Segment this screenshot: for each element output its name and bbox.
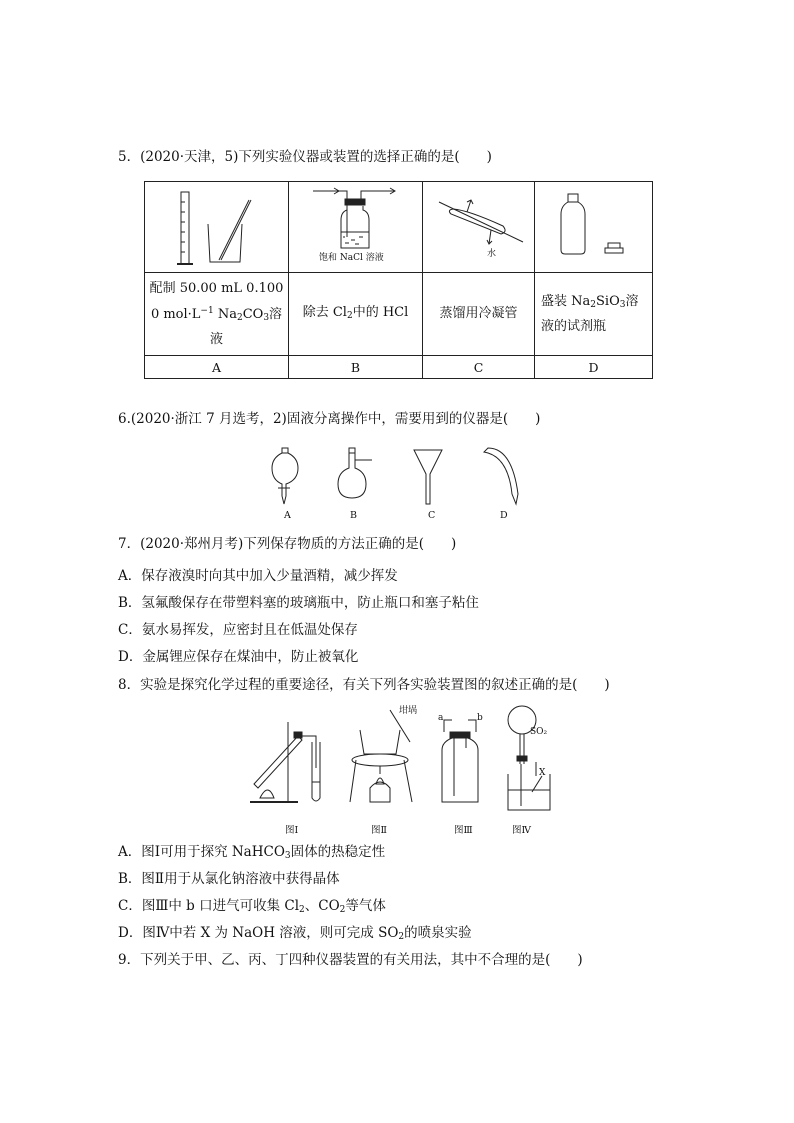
- q8-option-c: C．图Ⅲ中 b 口进气可收集 $Cl_2$、$CO_2$等气体: [118, 898, 386, 915]
- q5-cell-b: 除去 $Cl_2$中的 HCl: [289, 273, 423, 356]
- reagent-bottle-figure: [535, 182, 652, 272]
- separatory-funnel-stopper: [282, 448, 288, 453]
- q6-label-a: A: [284, 510, 291, 521]
- q6-stem: 6.(2020·浙江 7 月选考，2)固液分离操作中，需要用到的仪器是( ): [118, 411, 541, 427]
- q8-bottle-b-label: b: [477, 713, 483, 723]
- q5-fig-d: [535, 182, 653, 273]
- q8-x-label: X: [539, 768, 546, 778]
- cylinder-beaker-figure: [145, 182, 288, 272]
- q6-instruments-figure: [262, 446, 532, 508]
- q8-bottle-a-label: a: [438, 713, 444, 723]
- q7-option-a: A．保存液溴时向其中加入少量酒精，减少挥发: [118, 568, 398, 584]
- q7-stem: 7．(2020·郑州月考)下列保存物质的方法正确的是( ): [118, 536, 457, 552]
- q5-table: [144, 181, 653, 379]
- q5-fig-c-caption: 水: [487, 249, 497, 259]
- q5-cell-a: 配制 50.00 mL 0.100 0 $mol\cdot L^{-1}$ $Na_2CO_3$溶 液: [145, 273, 289, 356]
- q8-fig-3-label: 图Ⅲ: [454, 825, 473, 836]
- q5-fig-c: [423, 182, 535, 273]
- q8-stem: 8．实验是探究化学过程的重要途径，有关下列各实验装置图的叙述正确的是( ): [118, 677, 610, 693]
- q5-cell-d: 盛装 $Na_2SiO_3$溶 液的试剂瓶: [535, 273, 653, 356]
- q8-so2-label: SO₂: [530, 727, 548, 737]
- q6-label-d: D: [500, 510, 508, 521]
- q8-option-a: A．图Ⅰ可用于探究 NaHCO$_3$固体的热稳定性: [118, 844, 386, 861]
- q5-fig-b: [289, 182, 423, 273]
- q6-label-c: C: [428, 510, 436, 521]
- q5-label-c: C: [423, 356, 535, 379]
- q8-crucible-label: 坩埚: [399, 706, 418, 716]
- q6-label-b: B: [350, 510, 357, 521]
- condenser-figure: [423, 182, 534, 272]
- q9-stem: 9．下列关于甲、乙、丙、丁四种仪器装置的有关用法，其中不合理的是( ): [118, 952, 583, 968]
- q5-cell-c: 蒸馏用冷凝管: [423, 273, 535, 356]
- q8-apparatus-figure: [240, 702, 570, 824]
- q5-stem: 5．(2020·天津，5)下列实验仪器或装置的选择正确的是( ): [118, 149, 492, 165]
- q5-label-b: B: [289, 356, 423, 379]
- q7-option-b: B．氢氟酸保存在带塑料塞的玻璃瓶中，防止瓶口和塞子粘住: [118, 595, 479, 611]
- q8-option-d: D．图Ⅳ中若 X 为 NaOH 溶液，则可完成 $SO_2$的喷泉实验: [118, 925, 472, 942]
- q5-label-d: D: [535, 356, 653, 379]
- q8-fig-2-label: 图Ⅱ: [371, 825, 387, 836]
- q8-option-b: B．图Ⅱ用于从氯化钠溶液中获得晶体: [118, 871, 340, 887]
- q7-option-c: C．氨水易挥发，应密封且在低温处保存: [118, 622, 358, 638]
- q7-option-d: D．金属锂应保存在煤油中，防止被氧化: [118, 649, 359, 665]
- q8-fig-1-label: 图Ⅰ: [285, 825, 299, 836]
- q5-fig-a: [145, 182, 289, 273]
- q5-fig-b-caption: 饱和 NaCl 溶液: [319, 253, 384, 263]
- q8-fig-4-label: 图Ⅳ: [512, 825, 531, 836]
- q5-label-a: A: [145, 356, 289, 379]
